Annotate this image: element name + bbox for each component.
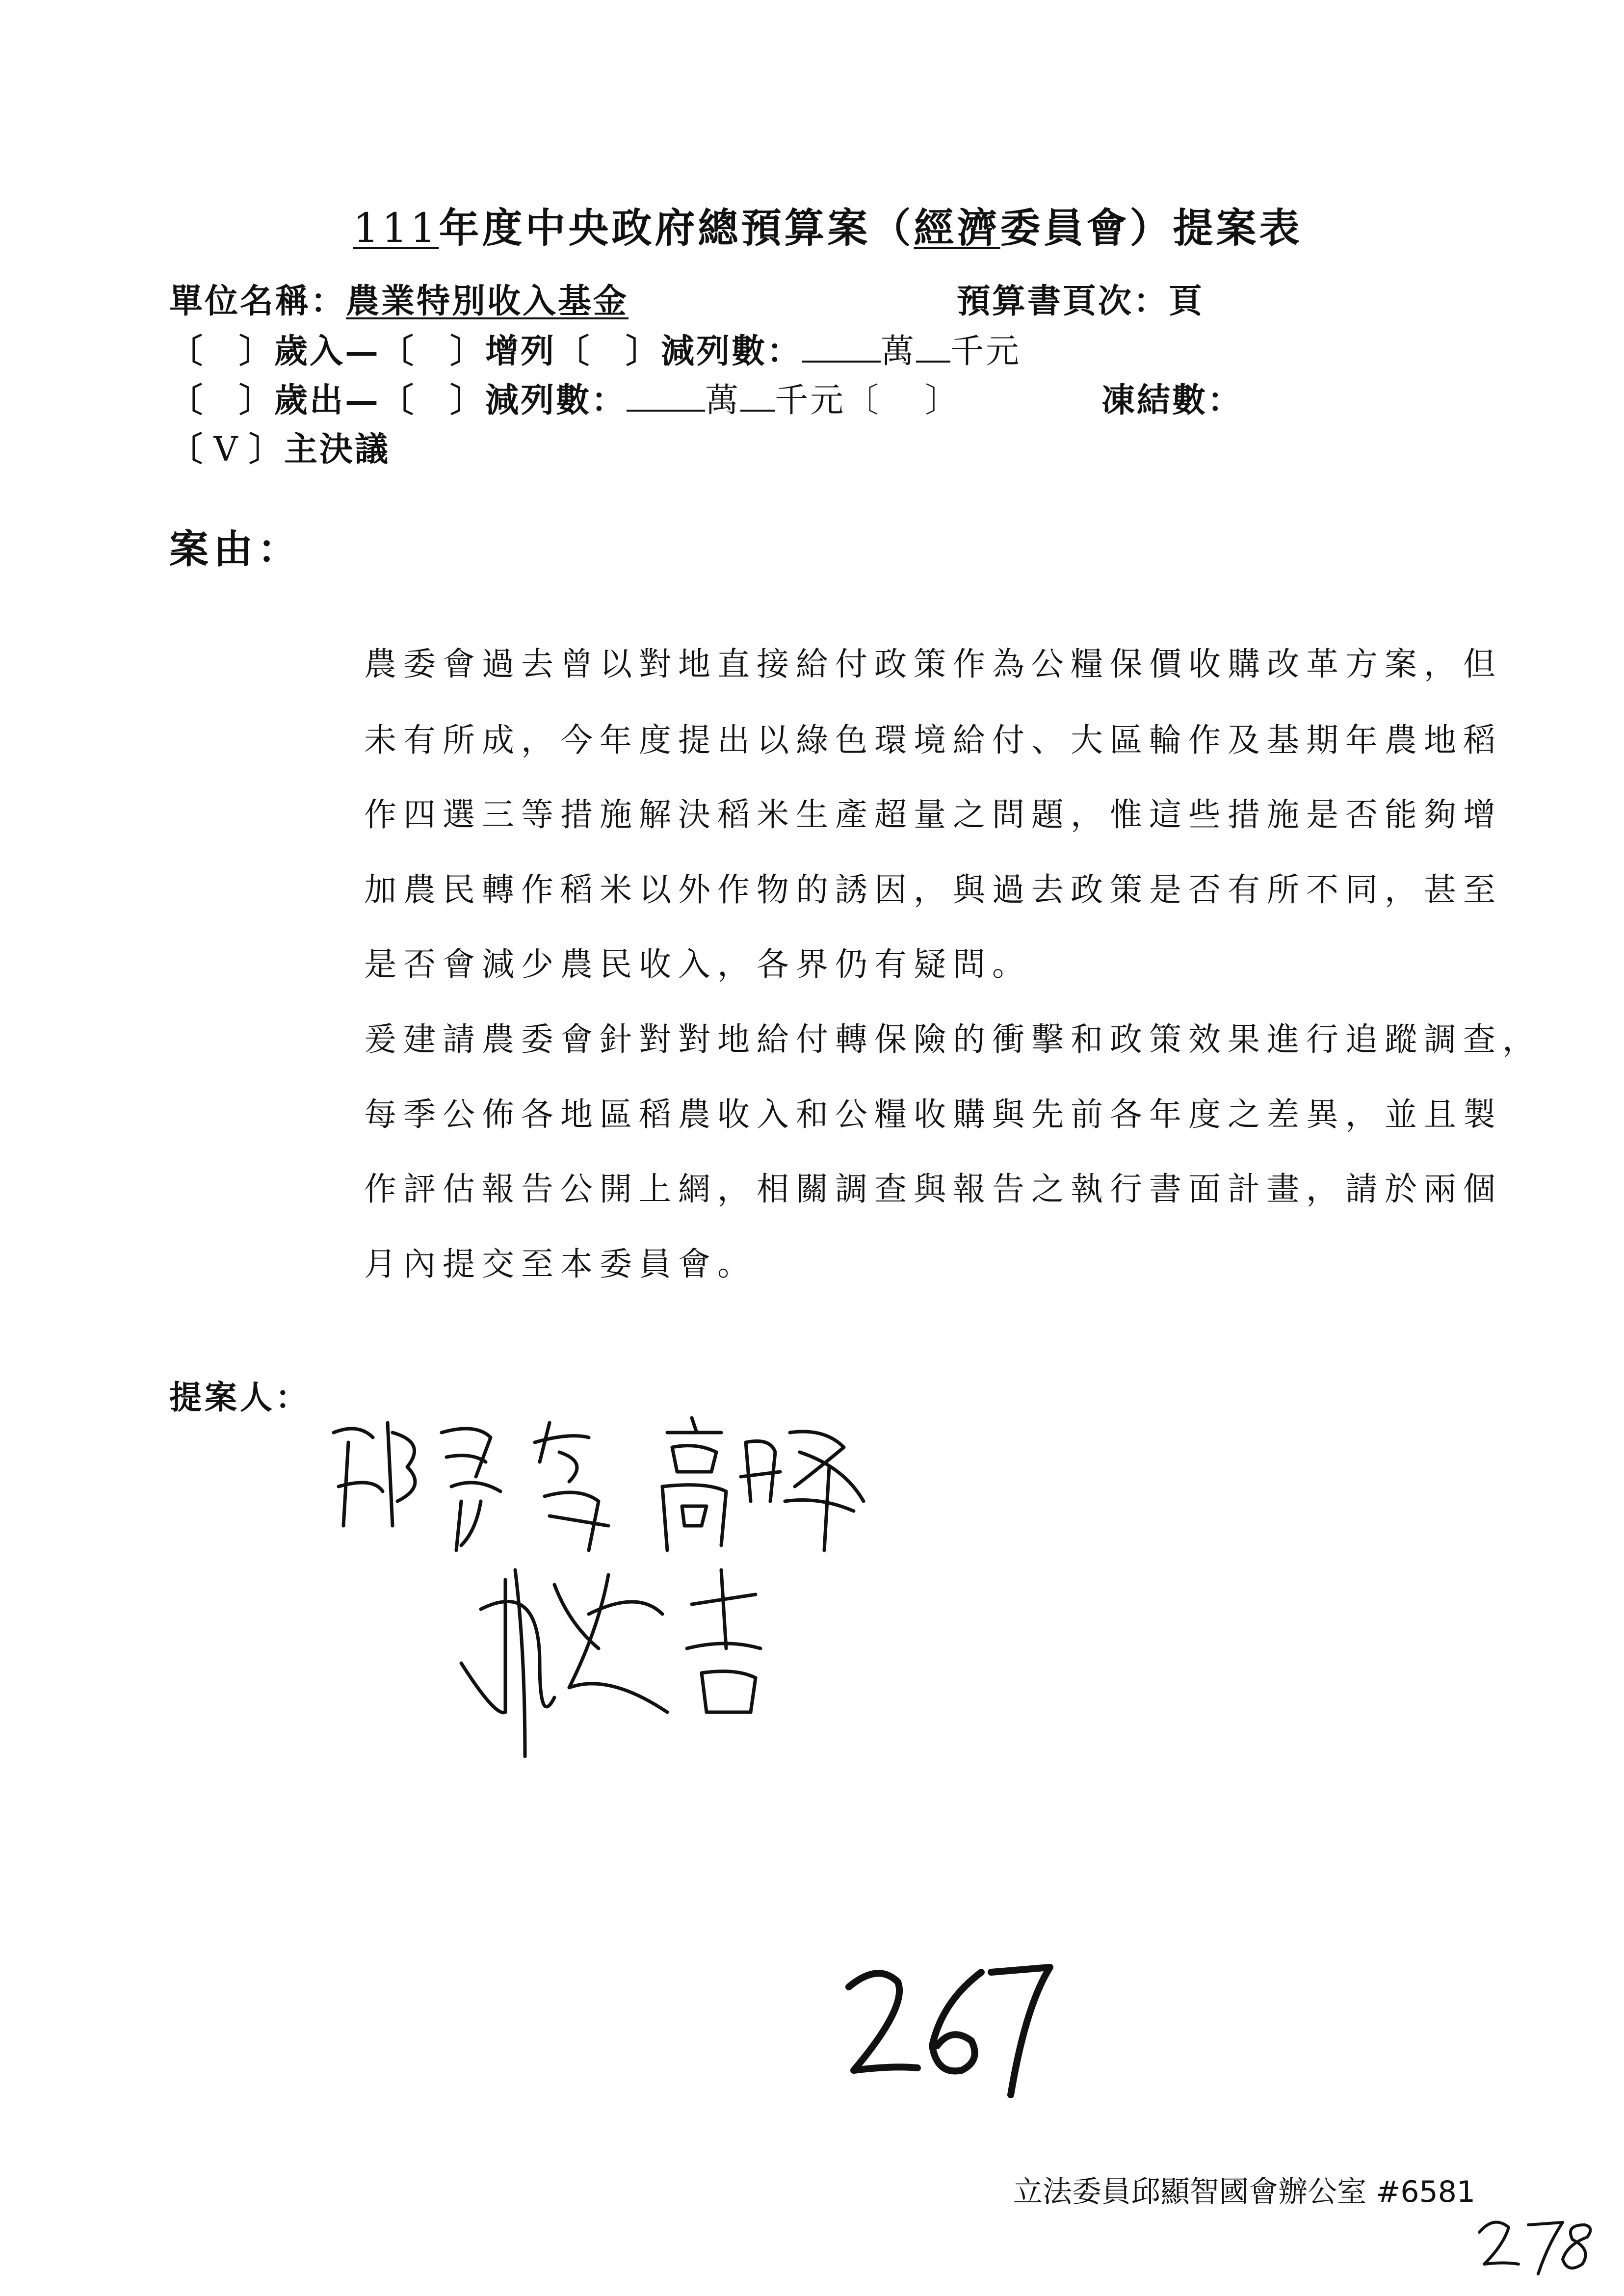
bracket-close: 〕	[239, 381, 275, 420]
amount-blank	[627, 380, 705, 412]
handwritten-number-267	[834, 1953, 1060, 2100]
bracket-open: 〔	[169, 430, 205, 469]
bracket-close: 〕	[450, 332, 486, 371]
title-pre: 年度中央政府總預算案（	[439, 205, 914, 252]
wan-unit: 萬	[705, 381, 741, 420]
expense-row	[169, 374, 960, 421]
main-resolution-row	[169, 423, 390, 470]
decrease-label: 減列數：	[485, 381, 627, 420]
freeze-label: 凍結數：	[1101, 381, 1243, 420]
revenue-label: 歲入	[274, 332, 345, 371]
document-title	[353, 196, 1303, 254]
bracket-close: 〕	[239, 332, 275, 371]
expense-label: 歲出	[274, 381, 345, 420]
office-footer: 立法委員邱顯智國會辦公室 #6581	[1013, 2175, 1476, 2209]
bracket-open: 〔	[169, 381, 205, 420]
budget-page-label: 預算書頁次：頁	[957, 282, 1205, 321]
bracket-close: 〕	[450, 381, 486, 420]
dash: —	[345, 381, 381, 420]
body-line: 未有所成，今年度提出以綠色環境給付、大區輪作及基期年農地稻	[364, 721, 1502, 759]
unit-label: 單位名稱：	[169, 282, 346, 321]
bracket-close: 〕	[925, 381, 961, 420]
decrease-label: 減列數：	[661, 332, 803, 371]
body-line: 是否會減少農民收入，各界仍有疑問。	[364, 945, 1031, 983]
body-line: 爰建請農委會針對對地給付轉保險的衝擊和政策效果進行追蹤調查，	[364, 1020, 1542, 1058]
wan-unit: 萬	[881, 332, 917, 371]
bracket-open: 〔	[845, 381, 881, 420]
signature-2	[442, 1550, 834, 1766]
body-line: 作評估報告公開上網，相關調查與報告之執行書面計畫，請於兩個	[364, 1170, 1502, 1208]
body-line: 每季公佈各地區稻農收入和公糧收購與先前各年度之差異，並且製	[364, 1096, 1502, 1133]
title-year: 111	[353, 205, 439, 252]
amount-blank	[740, 380, 775, 412]
bracket-close: 〕	[626, 332, 661, 371]
checkmark: V	[213, 430, 240, 469]
dash: —	[345, 332, 381, 371]
amount-blank	[916, 331, 950, 363]
bracket-open: 〔	[380, 332, 416, 371]
handwritten-page-number-278	[1474, 2210, 1602, 2284]
qian-yuan-unit: 千元	[950, 332, 1022, 371]
bracket-open: 〔	[380, 381, 416, 420]
bracket-close: 〕	[249, 430, 285, 469]
title-committee: 經濟	[914, 205, 1000, 252]
body-line: 月內提交至本委員會。	[364, 1245, 757, 1283]
main-resolution-label: 主決議	[284, 430, 391, 469]
body-line: 加農民轉作稻米以外作物的誘因，與過去政策是否有所不同，甚至	[364, 871, 1502, 909]
bracket-open: 〔	[556, 332, 592, 371]
signature-1	[314, 1403, 903, 1565]
body-line: 作四選三等措施解決稻米生產超量之問題，惟這些措施是否能夠增	[364, 796, 1502, 834]
unit-row	[169, 275, 629, 322]
unit-value: 農業特別收入基金	[346, 282, 629, 321]
title-post: 委員會）提案表	[1000, 205, 1303, 252]
reason-label: 案由：	[169, 526, 302, 572]
proposer-label: 提案人：	[169, 1378, 311, 1416]
revenue-row	[169, 325, 1021, 372]
increase-label: 增列	[485, 332, 556, 371]
bracket-open: 〔	[169, 332, 205, 371]
qian-yuan-unit: 千元	[775, 381, 846, 420]
body-line: 農委會過去曾以對地直接給付政策作為公糧保價收購改革方案，但	[364, 645, 1502, 683]
amount-blank	[802, 331, 881, 363]
